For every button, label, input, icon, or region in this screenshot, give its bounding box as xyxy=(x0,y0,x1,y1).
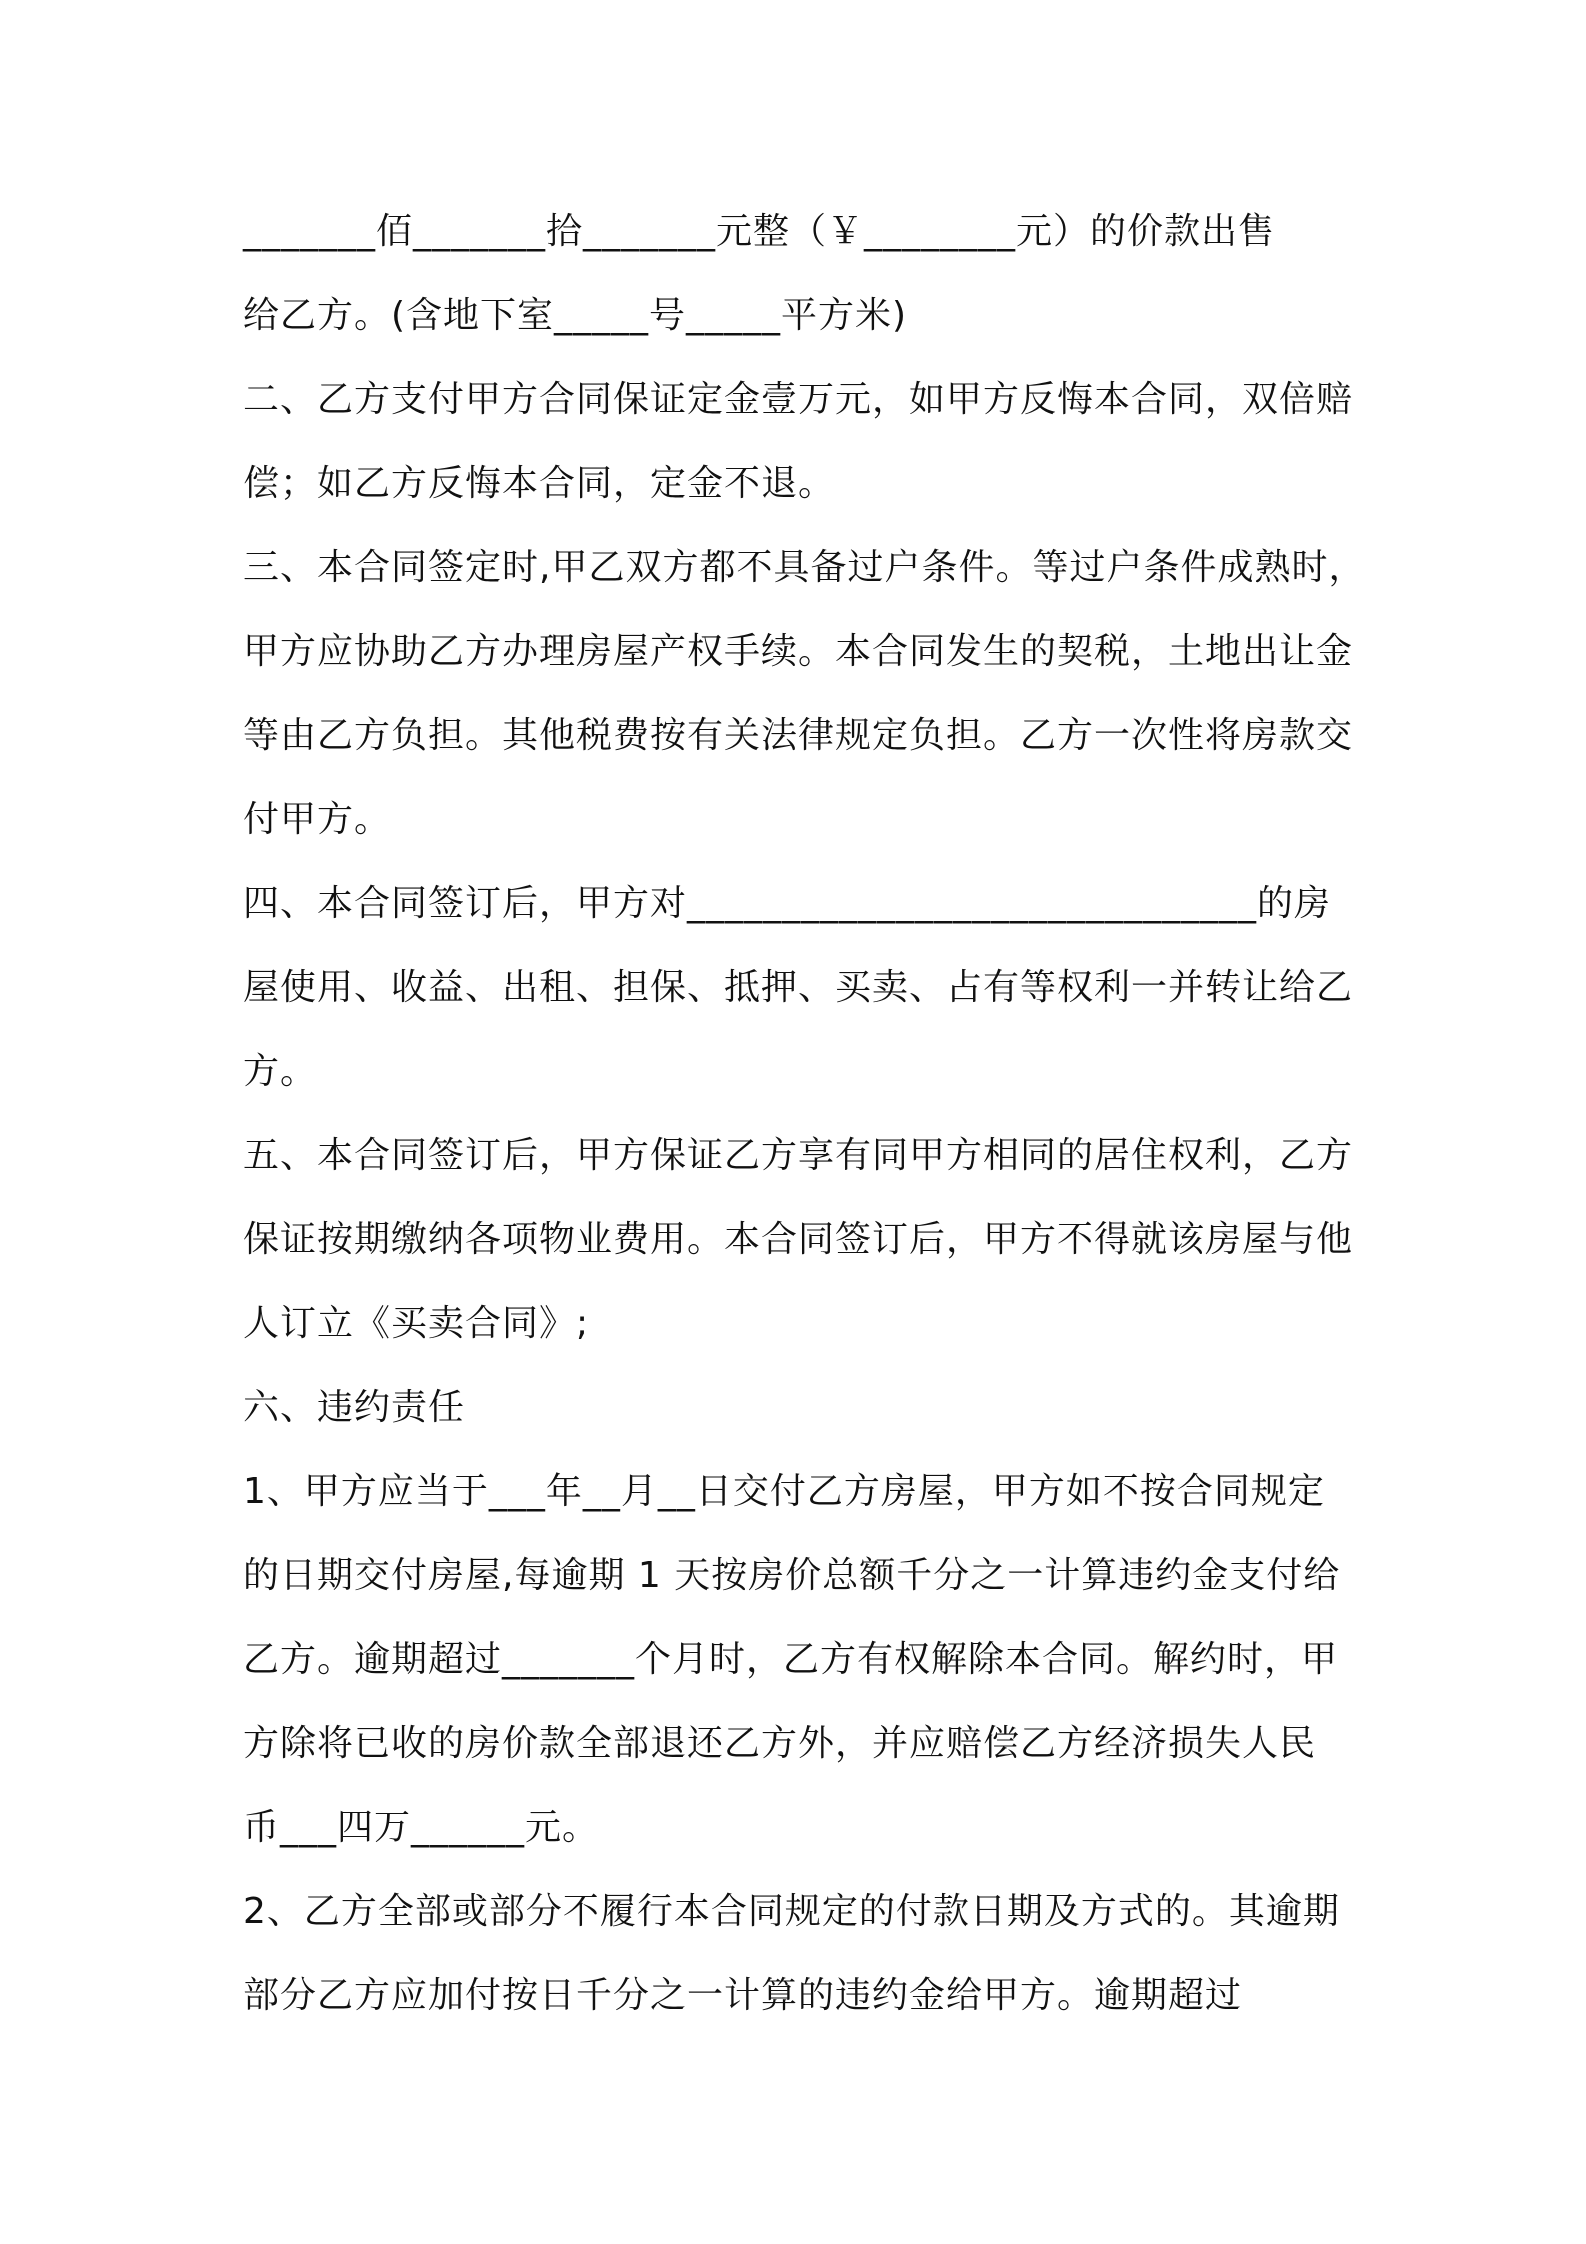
text-line: 四、本合同签订后，甲方对______________________________的房 xyxy=(243,883,1332,924)
text-line: 给乙方。(含地下室_____号_____平方米) xyxy=(243,295,908,336)
text-line: 币___四万______元。 xyxy=(243,1807,600,1848)
text-line: 五、本合同签订后，甲方保证乙方享有同甲方相同的居住权利，乙方 xyxy=(243,1135,1354,1176)
text-line: 甲方应协助乙方办理房屋产权手续。本合同发生的契税，土地出让金 xyxy=(243,631,1354,672)
text-line: 方。 xyxy=(243,1051,318,1092)
text-line: 方除将已收的房价款全部退还乙方外，并应赔偿乙方经济损失人民 xyxy=(243,1723,1317,1764)
text-line: 屋使用、收益、出租、担保、抵押、买卖、占有等权利一并转让给乙 xyxy=(243,967,1354,1008)
text-line: 部分乙方应加付按日千分之一计算的违约金给甲方。逾期超过 xyxy=(243,1975,1243,2016)
text-line: 2、乙方全部或部分不履行本合同规定的付款日期及方式的。其逾期 xyxy=(243,1891,1340,1932)
text-line: 付甲方。 xyxy=(243,799,392,840)
text-line: 等由乙方负担。其他税费按有关法律规定负担。乙方一次性将房款交 xyxy=(243,715,1354,756)
text-line: 人订立《买卖合同》; xyxy=(243,1303,590,1344)
text-line: 保证按期缴纳各项物业费用。本合同签订后，甲方不得就该房屋与他 xyxy=(243,1219,1354,1260)
contract-body xyxy=(243,190,1366,2038)
text-line: 的日期交付房屋,每逾期 1 天按房价总额千分之一计算违约金支付给 xyxy=(243,1555,1341,1596)
text-line: 二、乙方支付甲方合同保证定金壹万元，如甲方反悔本合同，双倍赔 xyxy=(243,379,1354,420)
text-line: _______佰_______拾_______元整（￥________元）的价款出售 xyxy=(243,211,1276,252)
text-line: 乙方。逾期超过_______个月时，乙方有权解除本合同。解约时，甲 xyxy=(243,1639,1339,1680)
text-line: 三、本合同签定时,甲乙双方都不具备过户条件。等过户条件成熟时， xyxy=(243,547,1366,588)
text-line: 六、违约责任 xyxy=(243,1387,466,1428)
text-line: 偿；如乙方反悔本合同，定金不退。 xyxy=(243,463,836,504)
text-line: 1、甲方应当于___年__月__日交付乙方房屋，甲方如不按合同规定 xyxy=(243,1471,1325,1512)
